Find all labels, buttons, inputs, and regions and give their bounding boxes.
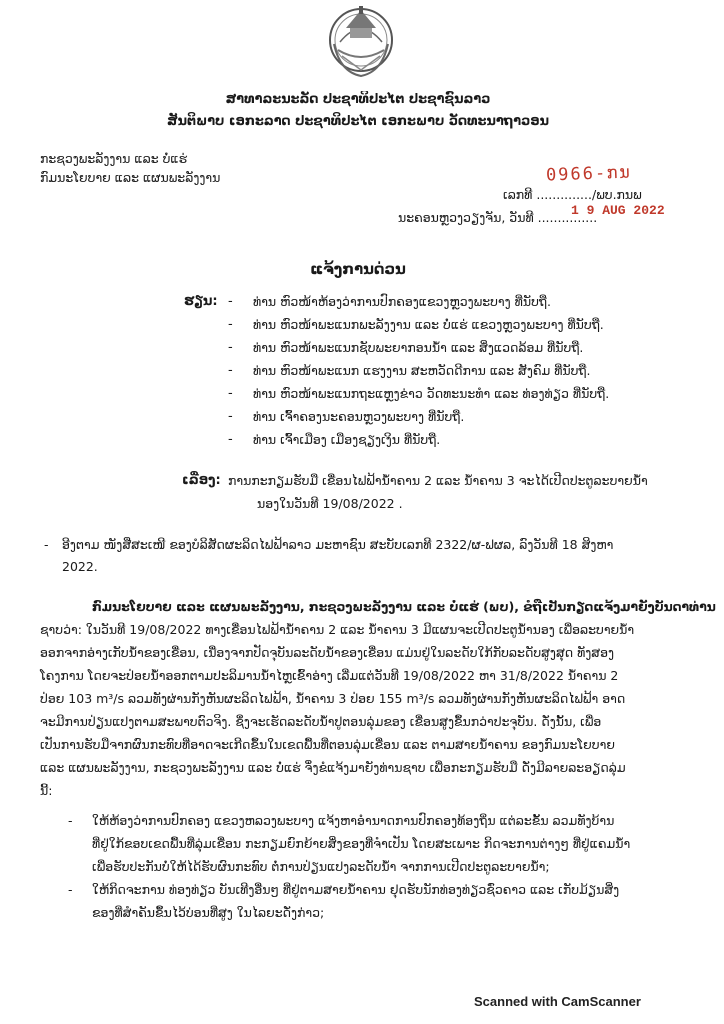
action-line: ເພື່ອຮັບປະກັນບໍ່ໃຫ້ໄດ້ຮັບຜົນກະທົບ ຕໍ່ການປ່ຽນແປງລະດັບນ້ຳ ຈາກການເປີດປະຕູລະບາຍນ້ຳ;: [92, 859, 550, 874]
recipient-bullet: -: [228, 432, 233, 447]
action-bullet: -: [68, 813, 73, 828]
action-line: ໃຫ້ຫ້ອງວ່າການປົກຄອງ ແຂວງຫລວງພະບາງ ແຈ້ງຫາອຳນາດການປົກຄອງທ້ອງຖິ່ນ ແຕ່ລະຂັ້ນ ລວມທັງບ້ານ: [92, 813, 615, 828]
body-line: ແລະ ແຜນພະລັງງານ, ກະຊວງພະລັງງານ ແລະ ບໍ່ແຮ່ ຈຶ່ງຂໍແຈ້ງມາຍັງທ່ານຊາບ ເພື່ອກະກຽມຮັບມື ດັ່ງມີລາຍລະອຽດລຸ່ມ: [40, 760, 626, 775]
reference-date: ນະຄອນຫຼວງວຽງຈັນ, ວັນທີ ...............: [398, 210, 598, 225]
action-bullet: -: [68, 882, 73, 897]
subject-line: ນອງໃນວັນທີ 19/08/2022 .: [257, 496, 403, 511]
subject-label: ເລື່ອງ:: [182, 473, 221, 488]
recipient-bullet: -: [228, 294, 233, 309]
stamp-date: 1 9 AUG 2022: [571, 203, 665, 218]
recipient-bullet: -: [228, 340, 233, 355]
body-line: ໂຄງການ ໂດຍຈະປ່ອຍນ້ຳອອກຕາມປະລິມານນ້ຳໄຫຼເຂົ້າອ່າງ ເລີ່ມແຕ່ວັນທີ 19/08/2022 ຫາ 31/8/2022 ນ້ຳຄານ 2: [40, 668, 619, 683]
reference-bullet: -: [44, 537, 49, 552]
body-line: ຈະມີການປ່ຽນແປງຕາມສະພາບຕົວຈິງ. ຊຶ່ງຈະເຮັດລະດັບນ້ຳປູຕອນລຸ່ມຂອງ ເຂື່ອນສູງຂຶ້ນກວ່າປະຈຸບັນ. ດັ່ງນັ້ນ, ເພື່ອ: [40, 714, 602, 729]
lao-emblem-icon: [326, 0, 396, 88]
national-emblem: [326, 0, 396, 88]
recipient-item: ທ່ານ ຫົວໜ້າພະແນກຊັບພະຍາກອນນ້ຳ ແລະ ສິ່ງແວດລ້ອມ ທີ່ນັບຖື.: [253, 340, 584, 355]
recipient-item: ທ່ານ ຫົວໜ້າຫ້ອງວ່າການປົກຄອງແຂວງຫຼວງພະບາງ ທີ່ນັບຖື.: [253, 294, 551, 309]
recipient-item: ທ່ານ ເຈົ້າຄອງນະຄອນຫຼວງພະບາງ ທີ່ນັບຖື.: [253, 409, 465, 424]
scanner-watermark: Scanned with CamScanner: [474, 994, 641, 1009]
subject-line: ການກະກຽມຮັບມື ເຂື່ອນໄຟຟ້ານ້ຳຄານ 2 ແລະ ນ້ຳຄານ 3 ຈະໄດ້ເປີດປະຕູລະບາຍນ້ຳ: [228, 473, 648, 488]
reference-number: ເລກທີ ............../ພບ.ກນພ: [503, 187, 642, 202]
recipient-item: ທ່ານ ເຈົ້າເມືອງ ເມືອງຊຽງເງິນ ທີ່ນັບຖື.: [253, 432, 441, 447]
country-heading: ສາທາລະນະລັດ ປະຊາທິປະໄຕ ປະຊາຊົນລາວ: [225, 92, 491, 107]
stamp-number: 0966-ກນ: [545, 162, 632, 186]
body-line: ນີ້:: [40, 783, 53, 798]
action-line: ທີ່ຢູ່ໃກ້ຂອບເຂດພື້ນທີ່ລຸ່ມເຂື່ອນ ກະກຽມຍົກຍ້າຍສິ່ງຂອງທີ່ຈຳເປັນ ໂດຍສະເພາະ ກິດຈະການຕ່າງໆ ທີ່ຢູ່ແຄມນ້ຳ: [92, 836, 631, 851]
recipient-item: ທ່ານ ຫົວໜ້າພະແນກ ແຮງງານ ສະຫວັດດີການ ແລະ ສັງຄົມ ທີ່ນັບຖື.: [253, 363, 591, 378]
body-line: ປ່ອຍ 103 m³/s ລວມທັງຜ່ານກັງຫັນຜະລິດໄຟຟ້າ, ນ້ຳຄານ 3 ປ່ອຍ 155 m³/s ລວມທັງຜ່ານກັງຫັນຜະລິດໄຟຟ້າ ອາດ: [40, 691, 626, 706]
national-motto: ສັນຕິພາບ ເອກະລາດ ປະຊາທິປະໄຕ ເອກະພາບ ວັດທະນາຖາວອນ: [167, 114, 550, 129]
action-line: ໃຫ້ກິດຈະການ ທ່ອງທ່ຽວ ບັນເທີງອື່ນໆ ທີ່ຢູ່ຕາມສາຍນ້ຳຄານ ຢຸດຮັບນັກທ່ອງທ່ຽວຊົ່ວຄາວ ແລະ ເກັບມ້ຽນສິ່ງ: [92, 882, 620, 897]
recipient-bullet: -: [228, 386, 233, 401]
sender-ministry: ກະຊວງພະລັງງານ ແລະ ບໍ່ແຮ່: [40, 151, 188, 166]
recipient-bullet: -: [228, 363, 233, 378]
action-line: ຂອງທີ່ສຳຄັນຂຶ້ນໄວ້ບ່ອນທີ່ສູງ ໃນໄລຍະດັ່ງກ່າວ;: [92, 905, 325, 920]
recipient-bullet: -: [228, 409, 233, 424]
recipient-item: ທ່ານ ຫົວໜ້າພະແນກຖະແຫຼງຂ່າວ ວັດທະນະທຳ ແລະ ທ່ອງທ່ຽວ ທີ່ນັບຖື.: [253, 386, 610, 401]
recipient-item: ທ່ານ ຫົວໜ້າພະແນກພະລັງງານ ແລະ ບໍ່ແຮ່ ແຂວງຫຼວງພະບາງ ທີ່ນັບຖື.: [253, 317, 604, 332]
reference-note-line: 2022.: [62, 559, 98, 574]
recipients-label: ຮຽນ:: [184, 294, 218, 309]
body-line: ກົມນະໂຍບາຍ ແລະ ແຜນພະລັງງານ, ກະຊວງພະລັງງານ ແລະ ບໍ່ແຮ່ (ພບ), ຂໍຖືເປັນກຽດແຈ້ງມາຍັງບັນດາທ່ານ: [92, 599, 716, 614]
body-line: ຊາບວ່າ: ໃນວັນທີ 19/08/2022 ທາງເຂື່ອນໄຟຟ້ານ້ຳຄານ 2 ແລະ ນ້ຳຄານ 3 ມີແຜນຈະເປີດປະຕູນ້ຳນອງ ເພື່ອລະບາຍນ້ຳ: [40, 622, 635, 637]
body-line: ອອກຈາກອ່າງເກັບນ້ຳຂອງເຂື່ອນ, ເນື່ອງຈາກປັດຈຸບັນລະດັບນ້ຳຂອງເຂື່ອນ ແມ່ນຢູ່ໃນລະດັບໃກ້ກັບລະດັບສູງສຸດ ທັງສອງ: [40, 645, 615, 660]
body-line: ເປັນການຮັບມືຈາກຜົນກະທົບທີ່ອາດຈະເກີດຂຶ້ນໃນເຂດພື້ນທີ່ຕອນລຸ່ມເຂື່ອນ ແລະ ຕາມສາຍນ້ຳຄານ ຂອງກົມນະໂຍບາຍ: [40, 737, 615, 752]
reference-note-line: ອີງຕາມ ໜັງສືສະເໜີ ຂອງບໍລິສັດຜະລິດໄຟຟ້າລາວ ມະຫາຊົນ ສະບັບເລກທີ 2322/ຜ-ຟຜລ, ລົງວັນທີ 18 ສິງຫາ: [62, 537, 614, 552]
document-title: ແຈ້ງການດ່ວນ: [310, 260, 406, 278]
recipient-bullet: -: [228, 317, 233, 332]
sender-department: ກົມນະໂຍບາຍ ແລະ ແຜນພະລັງງານ: [40, 170, 221, 185]
